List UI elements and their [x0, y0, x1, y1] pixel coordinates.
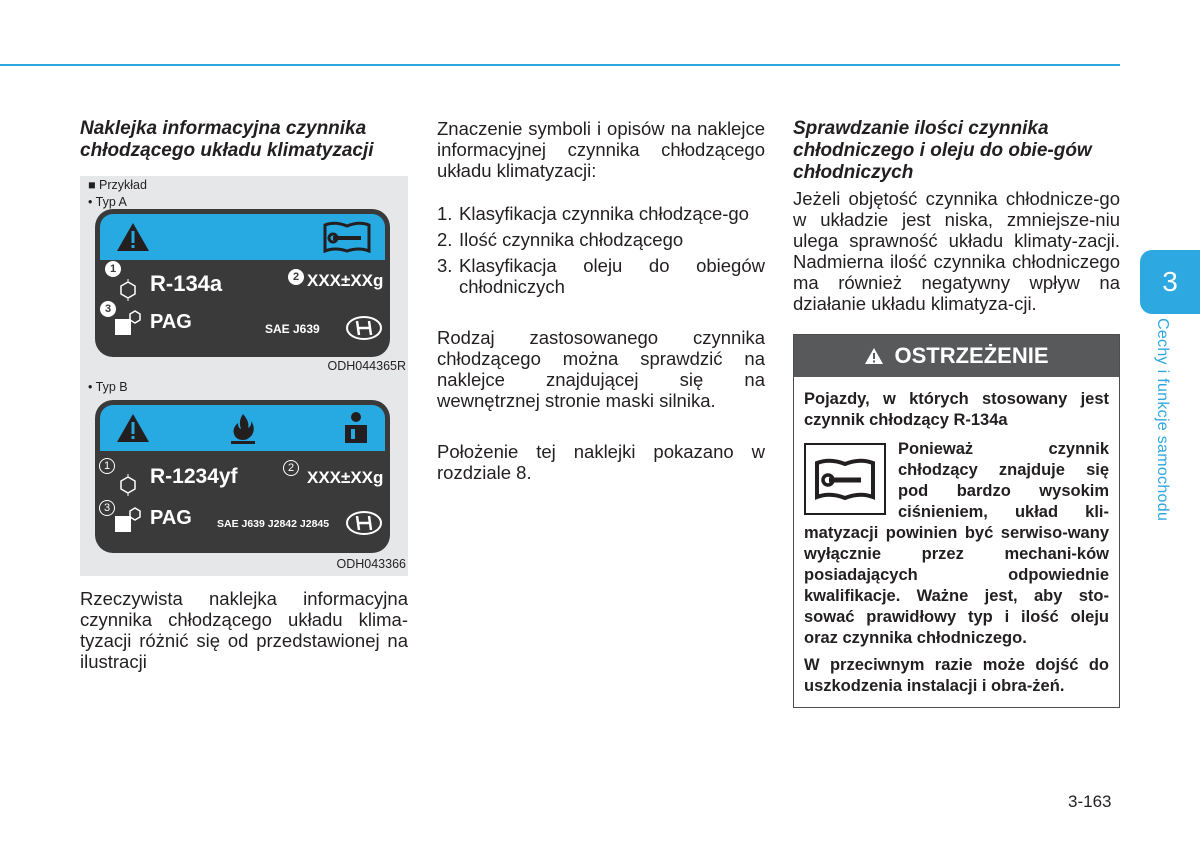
- chapter-reference-paragraph: Położenie tej naklejki pokazano w rozdziale 8.: [437, 441, 765, 483]
- warning-text-2: W przeciwnym razie może dojść do uszkodzenia instalacji i obra-żeń.: [804, 656, 1109, 695]
- warning-text: Ponieważ czynnik chłodzący znajduje się pod bardzo wysokim ciśnieniem, układ kli-matyzacji powinien być serwiso-wany wyłącznie przez mechani-ków posiadających odpowiednie kwalifikacje. Ważne jest, aby sto-sować prawidłowy typ i ilość oleju oraz czynnika chłodniczego.: [804, 440, 1109, 647]
- section-heading: Sprawdzanie ilości czynnika chłodniczego i oleju do obie-gów chłodniczych: [793, 118, 1092, 183]
- column-middle: [437, 118, 765, 483]
- warning-title: OSTRZEŻENIE: [894, 343, 1049, 368]
- warning-icon: [864, 347, 884, 365]
- label-header: [100, 405, 385, 451]
- intro-paragraph: Znaczenie symboli i opisów na naklejce informacyjnej czynnika chłodzącego układu klimatyzacji:: [437, 118, 765, 181]
- label-figure: [80, 176, 408, 576]
- label-number-2: 2: [288, 269, 304, 285]
- label-number-2: 2: [283, 460, 299, 476]
- refrigerant-type: R-134a: [150, 271, 223, 296]
- warning-body: [794, 377, 1119, 707]
- list-item: 1. Klasyfikacja czynnika chłodzące-go: [437, 203, 749, 224]
- label-number-1: 1: [105, 261, 121, 277]
- warning-triangle-icon: [116, 222, 150, 252]
- label-number-1: 1: [99, 458, 115, 474]
- section-body: Jeżeli objętość czynnika chłodnicze-go w układzie jest niska, zmniejsze-niu ulega sprawność układu klimaty-zacji. Nadmierna ilość czynnika chłodniczego ma również negatywny wpływ na działanie układu klimatyza-cji.: [793, 188, 1120, 314]
- label-number-3: 3: [99, 500, 115, 516]
- symbol-list: [437, 203, 765, 297]
- page-number: 3-163: [1068, 792, 1112, 811]
- label-header: [100, 214, 385, 260]
- refrigerant-amount: XXX±XXg: [307, 468, 384, 487]
- list-item: 2. Ilość czynnika chłodzącego: [437, 229, 684, 250]
- label-number-3: 3: [100, 301, 116, 317]
- section-heading: Naklejka informacyjna czynnika chłodzącego układu klimatyzacji: [80, 118, 374, 161]
- type-b-label: • Typ B: [88, 380, 128, 394]
- warning-header: [794, 335, 1119, 377]
- hyundai-logo-icon: [345, 510, 383, 536]
- type-b-code: ODH043366: [336, 557, 406, 571]
- oil-can-icon: [113, 309, 143, 337]
- list-item: 3. Klasyfikacja oleju do obiegów chłodniczych: [437, 255, 765, 297]
- refrigerant-label-type-a: [95, 209, 390, 357]
- chapter-tab: 3: [1140, 250, 1200, 314]
- refrigerant-molecule-icon: [117, 474, 139, 496]
- oil-type: PAG: [150, 311, 192, 333]
- figure-note: Rzeczywista naklejka informacyjna czynnika chłodzącego układu klima-tyzacji różnić się od przedstawionej na ilustracji: [80, 588, 408, 672]
- warning-triangle-icon: [116, 413, 150, 443]
- oil-can-icon: [113, 506, 143, 534]
- warning-box: [793, 334, 1120, 708]
- hyundai-logo-icon: [345, 315, 383, 341]
- technician-icon: [339, 411, 369, 445]
- label-location-paragraph: Rodzaj zastosowanego czynnika chłodzącego można sprawdzić na naklejce znajdującej się na wewnętrznej stronie maski silnika.: [437, 327, 765, 411]
- chapter-title: Cechy i funkcje samochodu: [1154, 318, 1171, 522]
- flammable-icon: [228, 412, 258, 444]
- warning-lead: Pojazdy, w których stosowany jest czynnik chłodzący R-134a: [804, 390, 1109, 429]
- type-a-label: • Typ A: [88, 195, 127, 209]
- service-manual-icon: [804, 443, 886, 515]
- sae-standard: SAE J639 J2842 J2845: [217, 518, 330, 530]
- column-right: [793, 118, 1120, 708]
- top-rule: [0, 64, 1120, 66]
- column-left: [80, 118, 408, 672]
- refrigerant-amount: XXX±XXg: [307, 271, 384, 290]
- refrigerant-label-type-b: [95, 400, 390, 553]
- warning-text-block: [804, 439, 1109, 697]
- service-manual-icon: [323, 221, 371, 253]
- sae-standard: SAE J639: [265, 322, 320, 336]
- figure-example-label: ■ Przykład: [88, 178, 147, 192]
- type-a-code: ODH044365R: [327, 359, 406, 373]
- refrigerant-molecule-icon: [117, 279, 139, 301]
- refrigerant-type: R-1234yf: [150, 465, 238, 488]
- oil-type: PAG: [150, 507, 192, 529]
